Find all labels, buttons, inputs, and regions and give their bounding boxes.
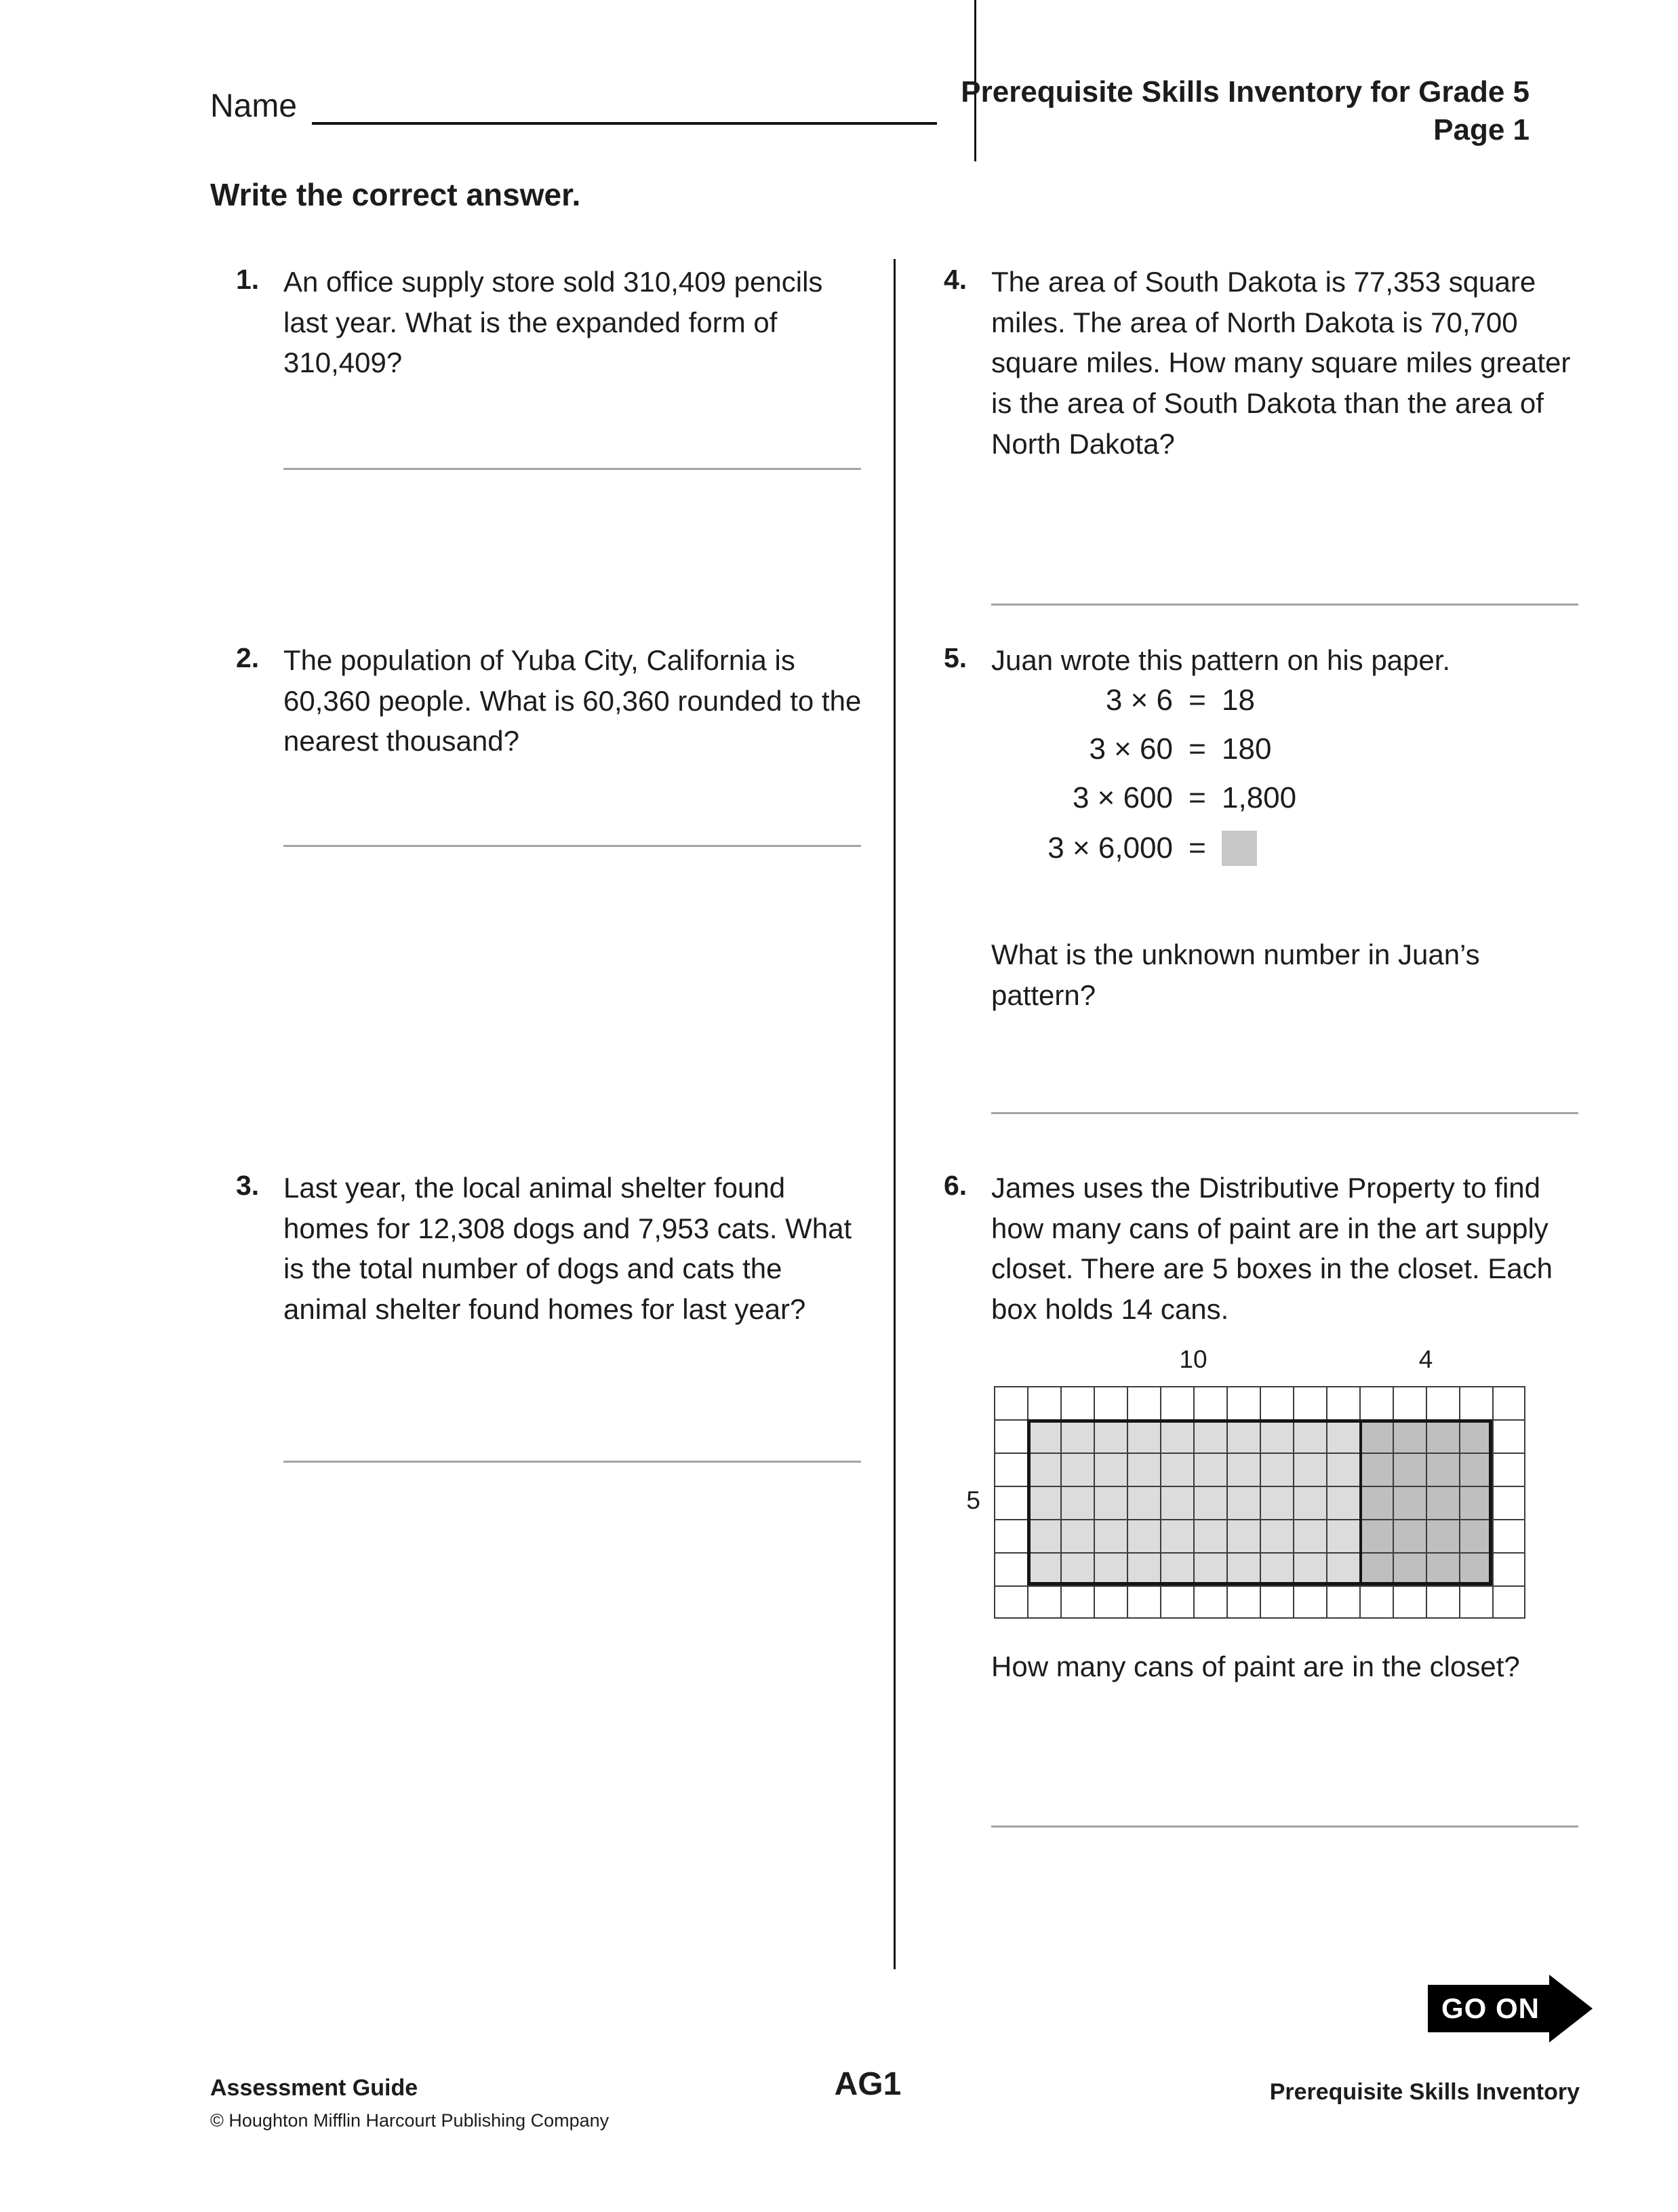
question-5-number: 5. [944,642,967,673]
column-divider [894,259,896,1969]
footer-copyright: © Houghton Mifflin Harcourt Publishing Company [210,2110,610,2131]
name-row [210,87,937,125]
question-5 [944,640,1588,681]
question-6-text: James uses the Distributive Property to find how many cans of paint are in the art supply closet. There are 5 boxes in the closet. Each box holds 14 cans. [991,1172,1553,1325]
pattern-row-2-result: 180 [1222,732,1272,766]
question-1 [236,262,873,383]
footer-page-code: AG1 [834,2066,902,2102]
question-6 [944,1168,1588,1330]
answer-line-1 [283,468,861,470]
question-3 [236,1168,873,1330]
question-4 [944,262,1588,464]
question-5-text: Juan wrote this pattern on his paper. [991,644,1451,676]
pattern-row-1 [997,684,1296,717]
page-title [961,73,1530,150]
answer-line-6 [991,1825,1578,1828]
pattern-row-2 [997,732,1296,766]
pattern-row-2-equals: = [1188,732,1206,766]
diagram-label-4: 4 [1418,1345,1433,1373]
name-blank-line [312,87,937,125]
pattern-row-4-expression: 3 × 6,000 [1047,831,1173,865]
page-title-line1: Prerequisite Skills Inventory for Grade 5 [961,75,1530,108]
multiplication-pattern [997,684,1296,881]
answer-line-5 [991,1112,1578,1114]
answer-line-2 [283,845,861,847]
question-3-number: 3. [236,1170,260,1201]
question-2 [236,640,873,762]
pattern-row-1-result: 18 [1222,684,1255,717]
footer-assessment-guide: Assessment Guide [210,2075,418,2101]
go-on-badge [1428,1975,1593,2042]
instruction: Write the correct answer. [210,177,581,212]
question-4-number: 4. [944,264,967,295]
pattern-row-3-expression: 3 × 600 [1072,781,1173,814]
pattern-row-3-equals: = [1188,781,1206,814]
pattern-row-2-expression: 3 × 60 [1089,732,1173,766]
question-6-followup: How many cans of paint are in the closet? [991,1651,1520,1682]
question-6-number: 6. [944,1170,967,1201]
pattern-row-1-equals: = [1188,684,1206,717]
question-1-number: 1. [236,264,260,295]
name-label: Name [210,88,298,125]
answer-line-3 [283,1461,861,1463]
question-5-followup: What is the unknown number in Juan’s pattern? [991,939,1480,1011]
diagram-label-10: 10 [1179,1345,1207,1373]
footer-inventory-title: Prerequisite Skills Inventory [1269,2079,1580,2105]
pattern-row-3-result: 1,800 [1222,781,1297,814]
question-2-text: The population of Yuba City, California is 60,360 people. What is 60,360 rounded to the nearest thousand? [283,644,862,757]
question-4-text: The area of South Dakota is 77,353 square miles. The area of North Dakota is 70,700 square miles. How many square miles greater is the area of South Dakota than the area of North Dakota? [991,266,1571,460]
go-on-label: GO ON [1428,1985,1551,2032]
question-2-number: 2. [236,642,260,673]
go-on-arrow-icon [1549,1975,1593,2042]
page-title-line2: Page 1 [1433,113,1530,147]
diagram-label-5: 5 [966,1486,980,1514]
question-3-text: Last year, the local animal shelter found homes for 12,308 dogs and 7,953 cats. What is the total number of dogs and cats the animal shelter found homes for last year? [283,1172,852,1325]
rect-dark-outline [1359,1419,1492,1585]
grid [994,1386,1525,1619]
pattern-row-4 [997,830,1296,866]
pattern-row-3 [997,781,1296,815]
answer-line-4 [991,604,1578,606]
pattern-row-4-equals: = [1188,831,1206,865]
unknown-number-box [1222,831,1257,866]
pattern-row-4-result [1222,830,1257,866]
pattern-row-1-expression: 3 × 6 [1105,684,1173,717]
question-1-text: An office supply store sold 310,409 pencils last year. What is the expanded form of 310,409? [283,266,823,379]
